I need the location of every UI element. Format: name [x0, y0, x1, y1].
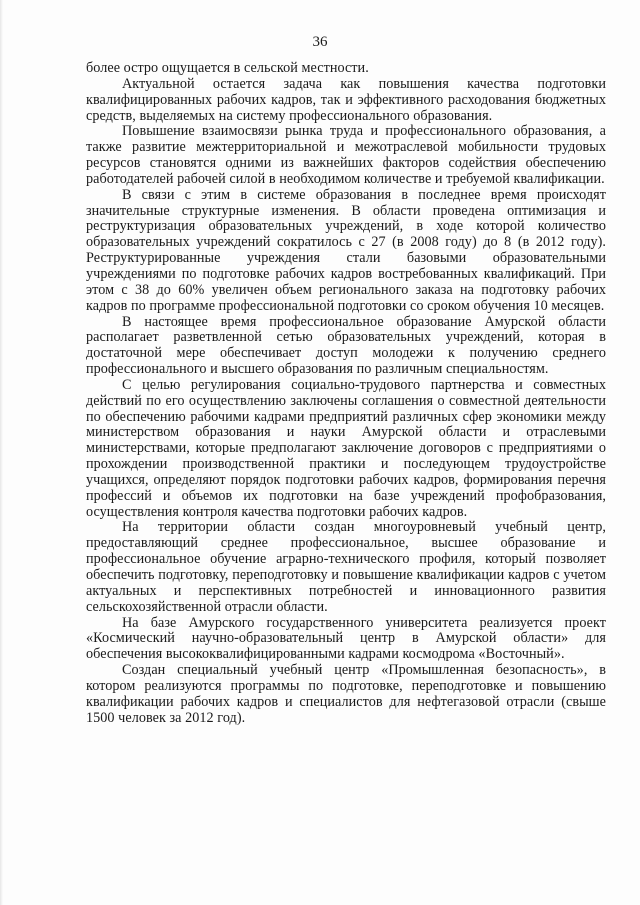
- document-body: [86, 61, 606, 726]
- paragraph-space-center: На базе Амурского государственного университета реализуется проект «Космический научно-образовательный центр в Амурской области» для обеспечения высококвалифицированными кадрами космодрома «Восточный».: [86, 614, 606, 663]
- page-number: 36: [312, 34, 328, 50]
- paragraph-workforce-quality: Актуальной остается задача как повышения качества подготовки квалифицированных рабочих кадров, так и эффективного расходования бюджетных средств, выделяемых на систему профессионального образования.: [86, 75, 606, 124]
- paragraph-labor-market: Повышение взаимосвязи рынка труда и профессионального образования, а также развитие межтерриториальной и межотраслевой мобильности трудовых ресурсов становятся одними из важнейших факторов содействия обеспечению работодателей рабочей силой в необходимом количестве и требуемой квалификации.: [86, 123, 606, 187]
- scan-edge: [0, 0, 3, 905]
- paragraph-industrial-safety: Создан специальный учебный центр «Промышленная безопасность», в котором реализуются программы по подготовке, переподготовке и повышению квалификации рабочих кадров и специалистов для нефтегазовой отрасли (свыше 1500 человек за 2012 год).: [86, 662, 606, 726]
- paragraph-social-partnership: С целью регулирования социально-трудового партнерства и совместных действий по его осуществлению заключены соглашения о совместной деятельности по обеспечению рабочими кадрами предприятий различных сфер экономики между министерством образования и науки Амурской области и отраслевыми министерствами, которые предполагают заключение договоров с предприятиями о прохождении производственной практики и последующем трудоустройстве учащихся, определяют порядок подготовки рабочих кадров, формирования перечня профессий и объемов их подготовки на базе учреждений профобразования, осуществления контроля качества подготовки рабочих кадров.: [86, 376, 606, 520]
- paragraph-education-network: В настоящее время профессиональное образование Амурской области располагает разветвленной сетью образовательных учреждений, которая в достаточной мере обеспечивает доступ молодежи к получению среднего профессионального и высшего образования по различным специальностям.: [86, 313, 606, 378]
- paragraph-restructuring: В связи с этим в системе образования в последнее время происходят значительные структурные изменения. В области проведена оптимизация и реструктуризация образовательных учреждений, в ходе которой количество образовательных учреждений сократилось с 27 (в 2008 году) до 8 (в 2012 году). Реструктурированные учреждения стали базовыми образовательными учреждениями по подготовке рабочих кадров востребованных квалификаций. При этом с 38 до 60% увеличен объем регионального заказа на подготовку рабочих кадров по программе профессиональной подготовки со сроком обучения 10 месяцев.: [86, 186, 606, 314]
- paragraph-training-center: На территории области создан многоуровневый учебный центр, предоставляющий среднее профессиональное, высшее образование и профессиональное обучение аграрно-технического профиля, который позволяет обеспечить подготовку, переподготовку и повышение квалификации кадров с учетом актуальных и перспективных потребностей и инновационного развития сельскохозяйственной отрасли области.: [86, 519, 606, 615]
- paragraph-continuation: более остро ощущается в сельской местности.: [86, 60, 369, 76]
